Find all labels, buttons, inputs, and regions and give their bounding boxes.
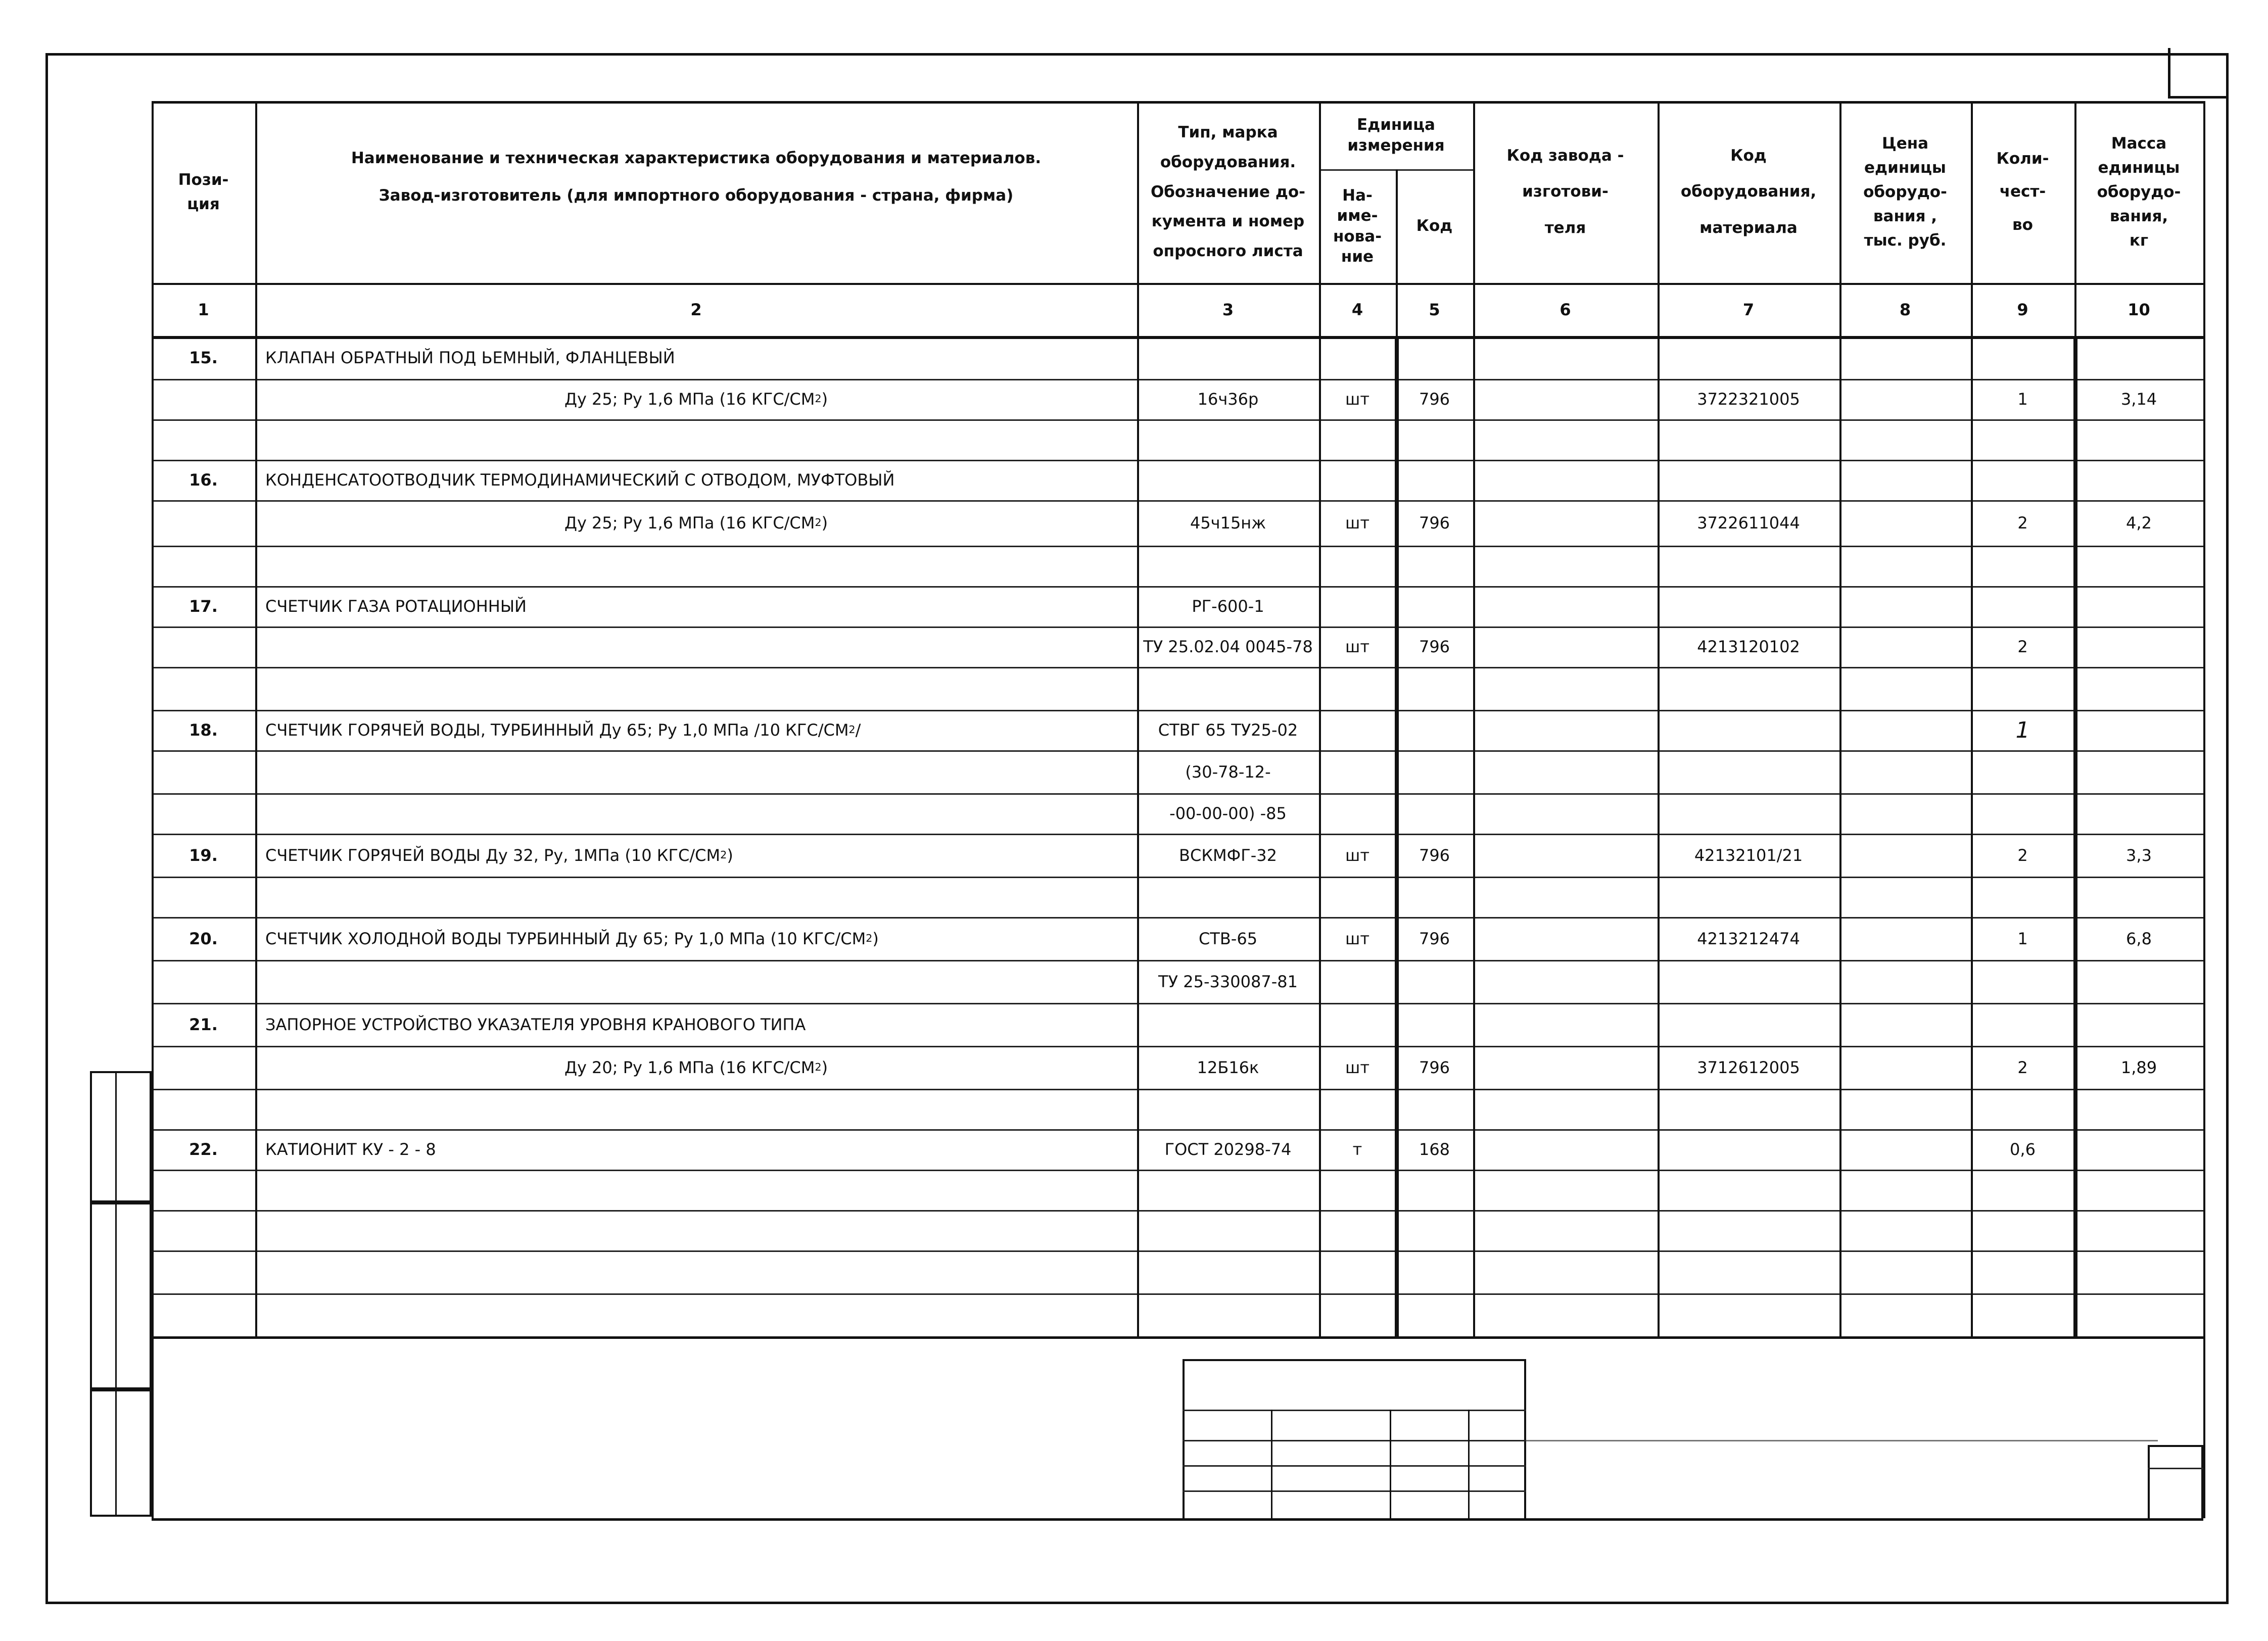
row-name-text: Ду 25; Ру 1,6 МПа (16 КГС/СМ [564,390,815,409]
table-bottom-border [152,1336,2203,1339]
row-quantity: 0,6 [2010,1140,2036,1159]
column-number: 2 [690,300,702,319]
row-name-text: ЗАПОРНОЕ УСТРОЙСТВО УКАЗАТЕЛЯ УРОВНЯ КРАНОВОГО ТИПА [265,1015,806,1034]
row-equipment-code [1658,960,1839,1003]
row-quantity: 2 [2017,845,2028,865]
row-position: 22. [189,1140,218,1159]
row-mass [2074,1170,2203,1210]
row-type [1137,1293,1319,1336]
row-position [152,877,255,917]
row-type: 45ч15нж [1190,513,1266,533]
row-quantity [1971,793,2074,834]
row-equipment-code [1658,419,1839,460]
row-quantity [1971,460,2074,500]
row-unit-name [1319,1250,1396,1293]
row-unit-code [1396,1250,1473,1293]
row-type: СТВ-65 [1198,929,1258,948]
row-type: ВСКМФГ-32 [1179,845,1277,865]
row-name [265,1293,1127,1336]
row-position [152,960,255,1003]
row-unit-name: шт [1345,1057,1369,1077]
column-number: 5 [1429,300,1440,319]
row-quantity: 2 [2017,1057,2028,1077]
row-name [265,877,1127,917]
row-equipment-code [1658,586,1839,626]
header-type: Тип, марка оборудования. Обозначение до- кумента и номер опросного листа [1150,123,1306,261]
row-name [265,834,1127,877]
header-quantity: Коли- чест- во [1996,150,2049,234]
row-equipment-code [1658,546,1839,586]
header-price: Цена единицы оборудо- вания , тыс. руб. [1863,134,1947,250]
row-quantity [1971,1250,2074,1293]
row-quantity [1971,586,2074,626]
row-name-tail: / [855,720,861,740]
row-type [1137,1089,1319,1129]
row-unit-code: 168 [1419,1140,1450,1159]
row-quantity [1971,1089,2074,1129]
row-mass [2074,586,2203,626]
row-unit-code [1396,1293,1473,1336]
row-position [152,500,255,546]
row-mass [2074,460,2203,500]
row-unit-code: 796 [1419,390,1450,409]
row-name-superscript: 2 [848,723,856,736]
row-type: (30-78-12- [1185,762,1271,782]
frame-left-lower [152,1336,154,1518]
row-unit-code [1396,960,1473,1003]
row-unit-name [1319,546,1396,586]
row-position [152,546,255,586]
row-quantity [1971,419,2074,460]
row-unit-code [1396,710,1473,750]
column-border [2203,101,2205,1336]
row-unit-code [1396,793,1473,834]
row-equipment-code [1658,877,1839,917]
stamp-mark [1956,1490,2057,1521]
row-mass [2074,1129,2203,1170]
row-quantity [1971,667,2074,710]
row-quantity [1971,1003,2074,1046]
row-name-text: СЧЕТЧИК ГОРЯЧЕЙ ВОДЫ Ду 32, Ру, 1МПа (10 КГС/СМ [265,845,721,865]
row-mass [2074,710,2203,750]
row-unit-name: шт [1345,929,1369,948]
column-number: 1 [198,300,209,319]
stamp-sheet-label [2148,1446,2203,1467]
row-type: СТВГ 65 ТУ25-02 [1158,720,1298,740]
column-number: 7 [1742,300,1755,319]
row-position: 17. [189,597,218,616]
column-number: 8 [1899,300,1911,319]
header-equipment-code: Код оборудования, материала [1680,147,1817,237]
row-mass [2074,336,2203,379]
row-type [1137,1170,1319,1210]
row-name-text: КАТИОНИТ КУ - 2 - 8 [265,1140,436,1159]
row-quantity: 2 [2017,637,2028,656]
row-name-text: КЛАПАН ОБРАТНЫЙ ПОД ЬЕМНЫЙ, ФЛАНЦЕВЫЙ [265,348,675,367]
header-unit-name: На- име- нова- ние [1333,186,1382,266]
row-name [265,1210,1127,1250]
row-unit-code [1396,667,1473,710]
row-equipment-code [1658,336,1839,379]
row-type [1137,1250,1319,1293]
header-unit-code: Код [1416,217,1453,235]
row-position [152,419,255,460]
row-equipment-code [1658,1210,1839,1250]
row-unit-code: 796 [1419,637,1450,656]
header-factory-code: Код завода - изготови- теля [1506,147,1624,237]
column-number: 9 [2017,300,2028,319]
row-unit-code: 796 [1419,1057,1450,1077]
row-equipment-code [1658,1250,1839,1293]
row-name [265,917,1127,960]
row-quantity [1971,877,2074,917]
row-mass [2074,1293,2203,1336]
row-equipment-code: 4213212474 [1697,929,1800,948]
row-equipment-code: 4213120102 [1697,637,1800,656]
row-position [152,379,255,419]
row-unit-name: шт [1345,845,1369,865]
frame-bottom-lower [152,1518,2203,1521]
row-unit-code [1396,336,1473,379]
row-unit-code: 796 [1419,513,1450,533]
row-mass [2074,793,2203,834]
row-unit-code: 796 [1419,929,1450,948]
row-equipment-code [1658,1089,1839,1129]
row-equipment-code [1658,1003,1839,1046]
format-label [1986,1569,2128,1599]
row-position [152,1210,255,1250]
row-mass: 6,8 [2126,929,2152,948]
row-position [152,750,255,793]
row-name [265,667,1127,710]
row-mass [2074,960,2203,1003]
corner-sheet-number [2168,48,2229,99]
row-mass [2074,1003,2203,1046]
header-position: Пози- ция [178,170,229,213]
row-unit-code [1396,750,1473,793]
row-type: РГ-600-1 [1192,597,1264,616]
row-type: ГОСТ 20298-74 [1164,1140,1292,1159]
column-number: 10 [2128,300,2150,319]
row-type [1137,1210,1319,1250]
row-position [152,793,255,834]
row-position: 20. [189,929,218,948]
row-unit-name [1319,336,1396,379]
row-type: -00-00-00) -85 [1169,804,1287,823]
row-equipment-code [1658,793,1839,834]
row-name-superscript: 2 [720,848,727,861]
row-name-tail: ) [727,845,733,865]
row-name [265,419,1127,460]
row-mass [2074,546,2203,586]
column-number: 3 [1222,300,1234,319]
row-mass [2074,1210,2203,1250]
row-type: 16ч36р [1197,390,1259,409]
row-name-text: Ду 20; Ру 1,6 МПа (16 КГС/СМ [564,1057,815,1077]
row-unit-code: 796 [1419,845,1450,865]
row-name [265,750,1127,793]
row-name [265,1046,1127,1089]
row-name-text: Ду 25; Ру 1,6 МПа (16 КГС/СМ [564,513,815,533]
row-position: 15. [189,348,218,367]
row-position: 21. [189,1015,218,1034]
row-mass: 1,89 [2120,1057,2157,1077]
row-position: 16. [189,470,218,490]
row-name-text: СЧЕТЧИК ГОРЯЧЕЙ ВОДЫ, ТУРБИННЫЙ Ду 65; Ру 1,0 МПа /10 КГС/СМ [265,720,849,740]
row-name [265,960,1127,1003]
row-quantity [1971,1170,2074,1210]
row-unit-code [1396,586,1473,626]
row-name-text: СЧЕТЧИК ХОЛОДНОЙ ВОДЫ ТУРБИННЫЙ Ду 65; Ру 1,0 МПа (10 КГС/СМ [265,929,866,948]
stamp-document-code [1678,1490,1829,1521]
row-equipment-code: 3722321005 [1697,390,1800,409]
row-equipment-code [1658,1129,1839,1170]
row-name [265,1129,1127,1170]
row-mass [2074,419,2203,460]
row-unit-code [1396,460,1473,500]
column-number: 4 [1351,300,1363,319]
row-quantity: 2 [2017,513,2028,533]
row-type [1137,667,1319,710]
row-name-superscript: 2 [866,932,873,944]
row-unit-name: т [1352,1140,1362,1159]
row-unit-name [1319,1089,1396,1129]
row-unit-code [1396,1089,1473,1129]
row-position [152,1089,255,1129]
row-mass [2074,1250,2203,1293]
row-type [1137,546,1319,586]
row-equipment-code [1658,710,1839,750]
row-unit-name [1319,750,1396,793]
row-unit-name [1319,710,1396,750]
row-equipment-code [1658,460,1839,500]
row-unit-name [1319,1293,1396,1336]
row-position: 19. [189,845,218,865]
row-equipment-code [1658,1170,1839,1210]
row-unit-code [1396,1210,1473,1250]
row-quantity [1971,1293,2074,1336]
row-type: 12Б16к [1197,1057,1259,1077]
row-quantity: 1 [2017,390,2028,409]
row-mass: 3,3 [2126,845,2152,865]
row-quantity [1971,336,2074,379]
row-name [265,500,1127,546]
row-mass: 3,14 [2120,390,2157,409]
header-unit-group: Единица измерения [1347,116,1445,155]
row-mass: 4,2 [2126,513,2152,533]
row-name-superscript: 2 [815,516,822,528]
row-unit-name [1319,419,1396,460]
row-quantity [1971,546,2074,586]
row-position: 18. [189,720,218,740]
row-equipment-code [1658,1293,1839,1336]
row-position [152,1293,255,1336]
row-name-superscript: 2 [815,393,822,405]
row-name [265,336,1127,379]
row-position [152,1170,255,1210]
side-box-inv-original [90,1389,152,1517]
column-number: 6 [1560,300,1571,319]
row-name [265,710,1127,750]
row-unit-name: шт [1345,513,1369,533]
row-unit-code [1396,1003,1473,1046]
side-box-replace-inv [90,1071,152,1202]
row-mass [2074,750,2203,793]
row-unit-name [1319,460,1396,500]
row-mass [2074,877,2203,917]
row-name [265,626,1127,667]
row-position [152,1046,255,1089]
row-type: ТУ 25-330087-81 [1158,972,1298,991]
row-name [265,379,1127,419]
row-name-tail: ) [821,513,828,533]
row-equipment-code: 3722611044 [1697,513,1800,533]
row-unit-name: шт [1345,637,1369,656]
row-name [265,460,1127,500]
row-unit-name [1319,877,1396,917]
row-name [265,1170,1127,1210]
row-mass [2074,667,2203,710]
row-unit-name [1319,586,1396,626]
row-position [152,667,255,710]
row-type [1137,1003,1319,1046]
row-name-text: СЧЕТЧИК ГАЗА РОТАЦИОННЫЙ [265,597,527,616]
row-mass [2074,1089,2203,1129]
header-mass: Масса единицы оборудо- вания, кг [2097,134,2181,250]
row-name [265,1003,1127,1046]
row-equipment-code [1658,750,1839,793]
frame-right-lower [2203,1336,2205,1518]
row-name-tail: ) [821,390,828,409]
row-quantity [1971,1210,2074,1250]
row-unit-name [1319,1170,1396,1210]
row-quantity: 1 [2017,929,2028,948]
header-name: Наименование и техническая характеристика оборудования и материалов. Завод-изготовитель (для импортного оборудования - страна, фирма) [351,149,1042,205]
row-quantity [1971,750,2074,793]
row-quantity: 1 [2015,717,2030,743]
row-equipment-code: 42132101/21 [1694,845,1803,865]
stamp-sheet-number [2148,1490,2203,1521]
row-name-tail: ) [872,929,879,948]
row-unit-name [1319,960,1396,1003]
row-unit-name [1319,667,1396,710]
row-unit-code [1396,877,1473,917]
row-position [152,1250,255,1293]
row-name [265,793,1127,834]
row-name-superscript: 2 [815,1060,822,1073]
row-type: ТУ 25.02.04 0045-78 [1143,637,1313,656]
row-name [265,1250,1127,1293]
row-quantity [1971,960,2074,1003]
row-name [265,546,1127,586]
row-unit-code [1396,546,1473,586]
row-unit-name [1319,1003,1396,1046]
row-unit-name: шт [1345,390,1369,409]
row-name [265,586,1127,626]
row-equipment-code [1658,667,1839,710]
row-type [1137,460,1319,500]
side-box-signature-date [90,1202,152,1389]
row-type [1137,336,1319,379]
row-name [265,1089,1127,1129]
row-type [1137,877,1319,917]
row-unit-code [1396,419,1473,460]
row-unit-code [1396,1170,1473,1210]
row-name-tail: ) [821,1057,828,1077]
row-type [1137,419,1319,460]
row-mass [2074,626,2203,667]
row-position [152,626,255,667]
row-name-text: КОНДЕНСАТООТВОДЧИК ТЕРМОДИНАМИЧЕСКИЙ С ОТВОДОМ, МУФТОВЫЙ [265,470,895,490]
row-unit-name [1319,1210,1396,1250]
row-equipment-code: 3712612005 [1697,1057,1800,1077]
row-unit-name [1319,793,1396,834]
